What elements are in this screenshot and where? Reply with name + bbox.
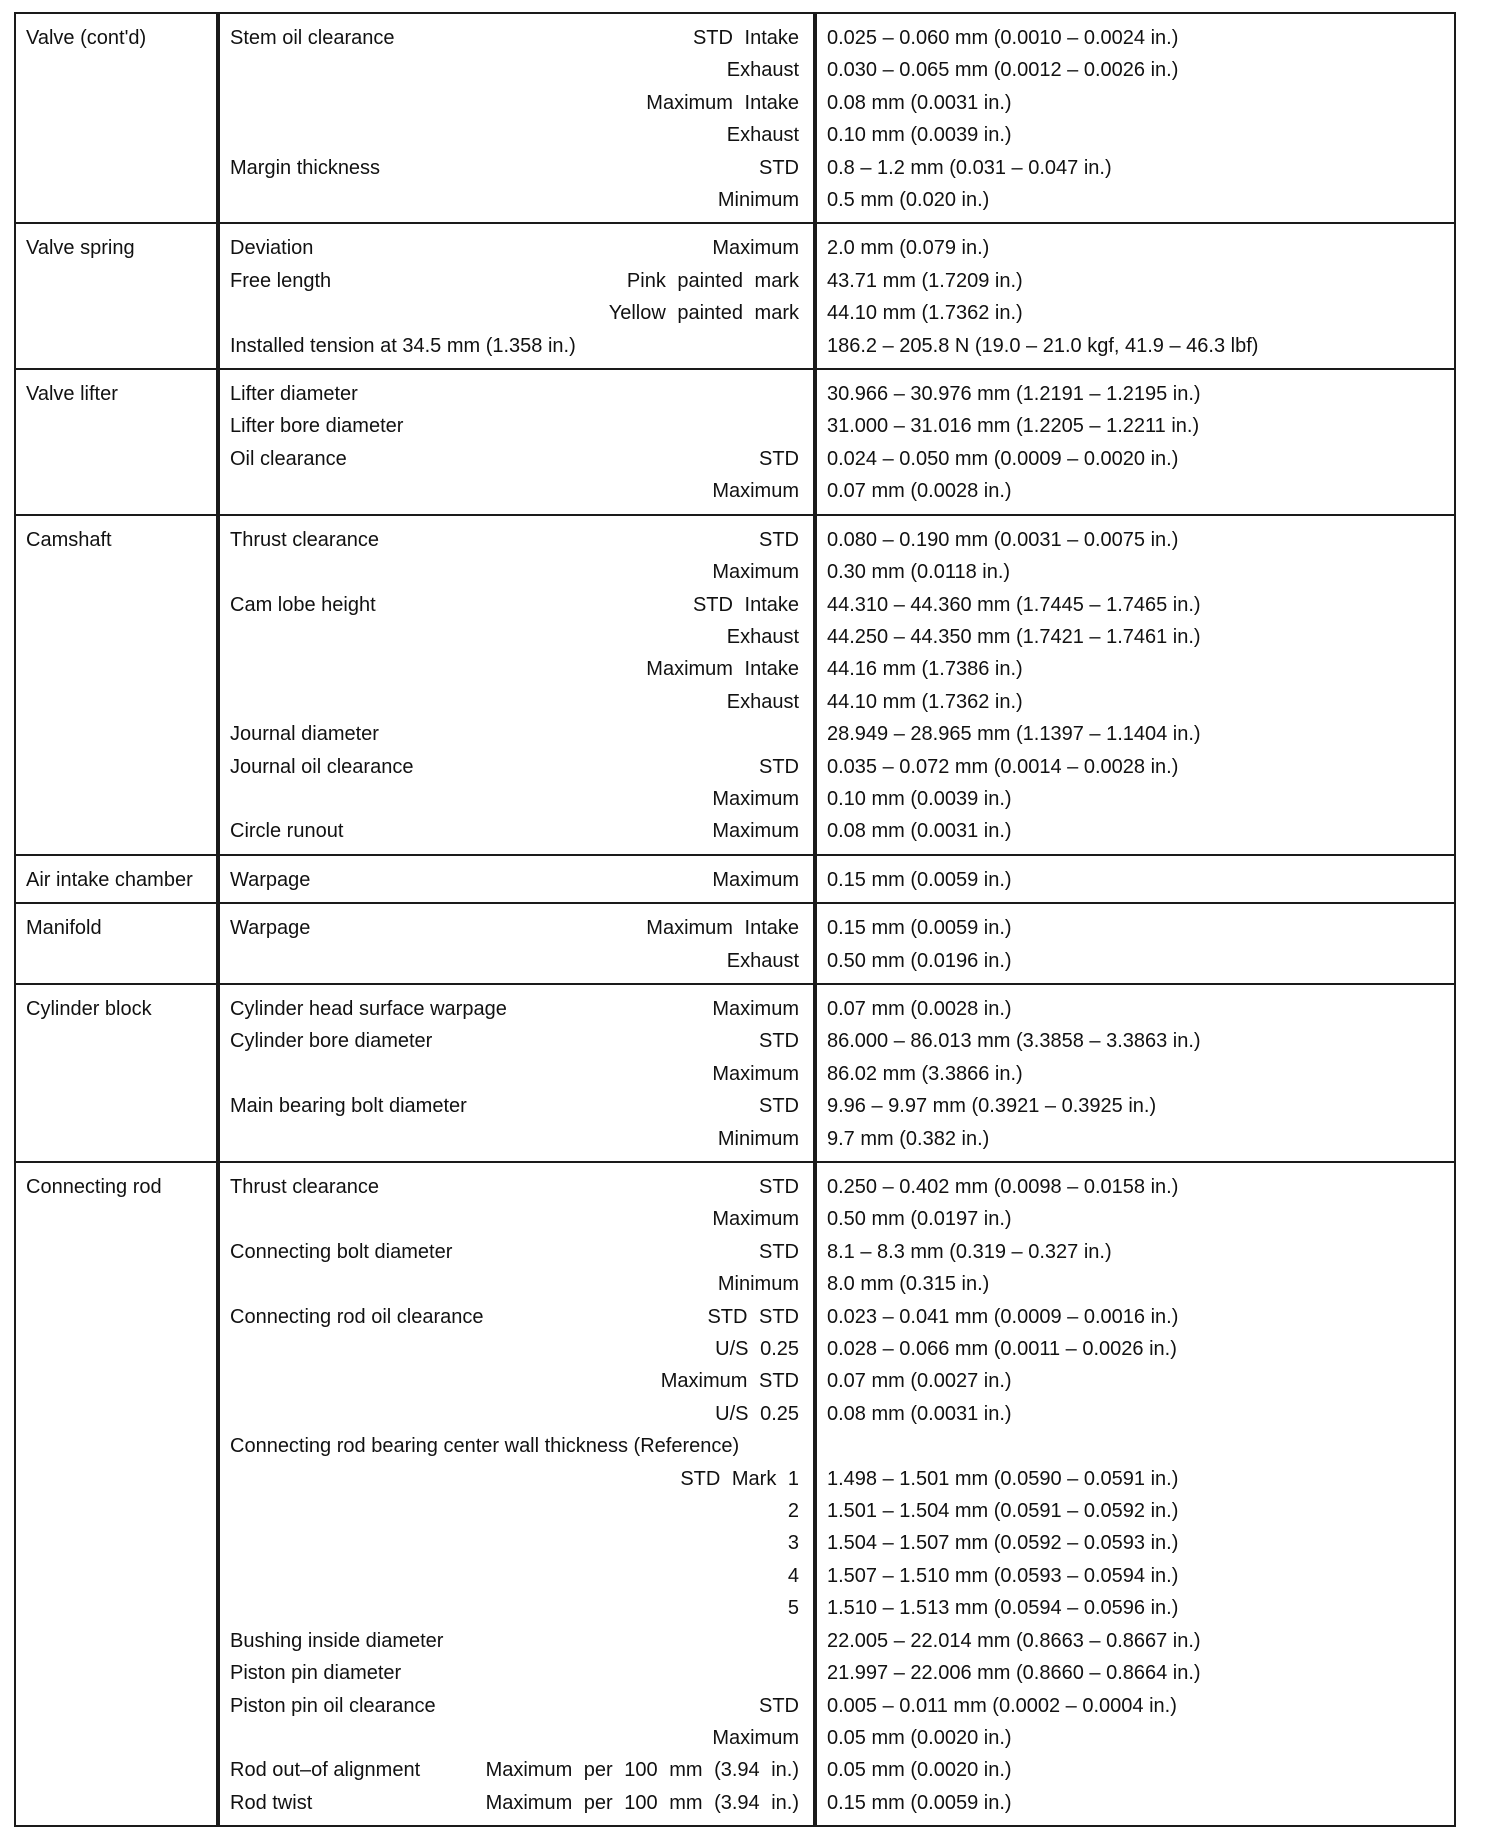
spec-condition: Maximum Intake xyxy=(646,917,799,940)
spec-item: Cylinder bore diameter xyxy=(230,1030,433,1053)
spec-item-cell xyxy=(218,1090,815,1122)
spec-group xyxy=(15,515,1455,855)
spec-row xyxy=(15,265,1455,297)
component-name: Valve spring xyxy=(15,223,217,369)
spec-condition: STD Mark 1 xyxy=(680,1467,799,1490)
spec-row xyxy=(15,751,1455,783)
spec-value: 0.080 – 0.190 mm (0.0031 – 0.0075 in.) xyxy=(816,515,1455,556)
spec-item: Cylinder head surface warpage xyxy=(230,997,507,1020)
spec-item: Connecting rod oil clearance xyxy=(230,1305,484,1328)
spec-condition: Exhaust xyxy=(726,124,799,147)
spec-row xyxy=(15,1398,1455,1430)
spec-row xyxy=(15,903,1455,944)
spec-row xyxy=(15,223,1455,264)
spec-condition: Exhaust xyxy=(726,59,799,82)
spec-item-cell xyxy=(218,87,815,119)
spec-value: 31.000 – 31.016 mm (1.2205 – 1.2211 in.) xyxy=(816,410,1455,442)
spec-value: 2.0 mm (0.079 in.) xyxy=(816,223,1455,264)
spec-value: 0.005 – 0.011 mm (0.0002 – 0.0004 in.) xyxy=(816,1690,1455,1722)
spec-condition: Maximum xyxy=(712,1208,799,1231)
spec-condition: Exhaust xyxy=(726,625,799,648)
spec-value: 86.000 – 86.013 mm (3.3858 – 3.3863 in.) xyxy=(816,1025,1455,1057)
spec-value: 9.7 mm (0.382 in.) xyxy=(816,1123,1455,1162)
spec-item-cell xyxy=(218,556,815,588)
spec-condition: 5 xyxy=(787,1597,799,1620)
component-name: Air intake chamber xyxy=(15,855,217,903)
spec-item-cell xyxy=(218,152,815,184)
spec-item: Piston pin oil clearance xyxy=(230,1694,436,1717)
spec-value: 0.15 mm (0.0059 in.) xyxy=(816,903,1455,944)
spec-condition: Maximum xyxy=(712,997,799,1020)
spec-item: Connecting bolt diameter xyxy=(230,1240,453,1263)
spec-value: 0.10 mm (0.0039 in.) xyxy=(816,783,1455,815)
spec-value: 0.50 mm (0.0197 in.) xyxy=(816,1203,1455,1235)
spec-item-cell xyxy=(218,297,815,329)
spec-condition: Exhaust xyxy=(726,690,799,713)
spec-value: 0.08 mm (0.0031 in.) xyxy=(816,87,1455,119)
spec-row xyxy=(15,1690,1455,1722)
spec-item-cell xyxy=(218,1495,815,1527)
spec-value: 0.5 mm (0.020 in.) xyxy=(816,184,1455,223)
spec-condition: Maximum xyxy=(712,561,799,584)
spec-row xyxy=(15,815,1455,854)
spec-row xyxy=(15,1592,1455,1624)
spec-value xyxy=(816,1430,1455,1462)
spec-item-cell xyxy=(218,443,815,475)
spec-item-cell xyxy=(218,1430,815,1462)
spec-row xyxy=(15,443,1455,475)
spec-condition: Maximum per 100 mm (3.94 in.) xyxy=(485,1759,799,1782)
spec-item-cell xyxy=(218,1365,815,1397)
spec-condition: Maximum xyxy=(712,1726,799,1749)
spec-value: 0.50 mm (0.0196 in.) xyxy=(816,945,1455,984)
spec-item: Installed tension at 34.5 mm (1.358 in.) xyxy=(230,334,576,357)
spec-row xyxy=(15,1333,1455,1365)
spec-value: 0.05 mm (0.0020 in.) xyxy=(816,1722,1455,1754)
component-name: Manifold xyxy=(15,903,217,984)
spec-value: 44.250 – 44.350 mm (1.7421 – 1.7461 in.) xyxy=(816,621,1455,653)
spec-item-cell xyxy=(218,856,815,902)
spec-group xyxy=(15,984,1455,1162)
spec-value: 186.2 – 205.8 N (19.0 – 21.0 kgf, 41.9 – 46.3 lbf) xyxy=(816,330,1455,369)
spec-condition: STD Intake xyxy=(692,593,799,616)
spec-item: Stem oil clearance xyxy=(230,27,395,49)
spec-condition: U/S 0.25 xyxy=(715,1402,799,1425)
spec-row xyxy=(15,1495,1455,1527)
spec-group xyxy=(15,13,1455,223)
spec-item-cell xyxy=(218,1163,815,1203)
spec-condition: Maximum xyxy=(712,1062,799,1085)
spec-condition: STD xyxy=(759,1030,799,1053)
spec-item-cell xyxy=(218,751,815,783)
spec-value: 0.05 mm (0.0020 in.) xyxy=(816,1754,1455,1786)
spec-condition: STD xyxy=(759,1176,799,1198)
spec-item: Rod twist xyxy=(230,1791,313,1814)
spec-row xyxy=(15,87,1455,119)
spec-item: Free length xyxy=(230,269,332,292)
spec-value: 0.8 – 1.2 mm (0.031 – 0.047 in.) xyxy=(816,152,1455,184)
spec-row xyxy=(15,1657,1455,1689)
spec-value: 28.949 – 28.965 mm (1.1397 – 1.1404 in.) xyxy=(816,718,1455,750)
spec-condition: Exhaust xyxy=(726,949,799,972)
spec-condition: 2 xyxy=(787,1500,799,1523)
component-name: Connecting rod xyxy=(15,1162,217,1826)
spec-condition: STD Intake xyxy=(692,27,799,49)
spec-item-cell xyxy=(218,370,815,410)
spec-row xyxy=(15,1301,1455,1333)
spec-row xyxy=(15,1625,1455,1657)
spec-value: 0.15 mm (0.0059 in.) xyxy=(816,1787,1455,1826)
spec-row xyxy=(15,1058,1455,1090)
spec-value: 0.028 – 0.066 mm (0.0011 – 0.0026 in.) xyxy=(816,1333,1455,1365)
spec-item-cell xyxy=(218,1268,815,1300)
spec-item-cell xyxy=(218,1123,815,1161)
spec-value: 86.02 mm (3.3866 in.) xyxy=(816,1058,1455,1090)
spec-row xyxy=(15,475,1455,514)
spec-item: Warpage xyxy=(230,868,311,891)
spec-condition: 3 xyxy=(787,1532,799,1555)
spec-value: 0.07 mm (0.0028 in.) xyxy=(816,984,1455,1025)
spec-value: 0.10 mm (0.0039 in.) xyxy=(816,119,1455,151)
spec-value: 0.250 – 0.402 mm (0.0098 – 0.0158 in.) xyxy=(816,1162,1455,1203)
spec-value: 1.498 – 1.501 mm (0.0590 – 0.0591 in.) xyxy=(816,1463,1455,1495)
spec-item: Journal diameter xyxy=(230,723,379,746)
spec-item: Lifter diameter xyxy=(230,383,358,406)
spec-item: Deviation xyxy=(230,237,314,260)
spec-item-cell xyxy=(218,1025,815,1057)
spec-value: 0.025 – 0.060 mm (0.0010 – 0.0024 in.) xyxy=(816,13,1455,54)
spec-item-cell xyxy=(218,224,815,264)
spec-value: 0.030 – 0.065 mm (0.0012 – 0.0026 in.) xyxy=(816,54,1455,86)
spec-item-cell xyxy=(218,1236,815,1268)
spec-item: Warpage xyxy=(230,917,311,940)
spec-row xyxy=(15,119,1455,151)
spec-value: 8.0 mm (0.315 in.) xyxy=(816,1268,1455,1300)
spec-row xyxy=(15,297,1455,329)
spec-item-cell xyxy=(218,1301,815,1333)
spec-row xyxy=(15,1430,1455,1462)
spec-row xyxy=(15,1787,1455,1826)
spec-condition: Maximum STD xyxy=(660,1370,799,1393)
spec-condition: Maximum xyxy=(712,820,799,843)
spec-value: 0.024 – 0.050 mm (0.0009 – 0.0020 in.) xyxy=(816,443,1455,475)
spec-item: Piston pin diameter xyxy=(230,1662,402,1685)
spec-condition: STD xyxy=(759,156,799,179)
spec-row xyxy=(15,556,1455,588)
spec-value: 44.10 mm (1.7362 in.) xyxy=(816,686,1455,718)
spec-value: 0.023 – 0.041 mm (0.0009 – 0.0016 in.) xyxy=(816,1301,1455,1333)
spec-row xyxy=(15,984,1455,1025)
spec-group xyxy=(15,855,1455,903)
spec-condition: Minimum xyxy=(717,189,799,212)
spec-row xyxy=(15,855,1455,903)
spec-item-cell xyxy=(218,184,815,222)
spec-condition: STD xyxy=(759,528,799,551)
spec-item-cell xyxy=(218,54,815,86)
spec-item-cell xyxy=(218,1754,815,1786)
spec-value: 1.504 – 1.507 mm (0.0592 – 0.0593 in.) xyxy=(816,1527,1455,1559)
component-name: Valve lifter xyxy=(15,369,217,515)
spec-row xyxy=(15,1090,1455,1122)
spec-row xyxy=(15,1268,1455,1300)
spec-row xyxy=(15,686,1455,718)
spec-item-cell xyxy=(218,14,815,54)
spec-row xyxy=(15,1722,1455,1754)
spec-item: Journal oil clearance xyxy=(230,755,414,778)
spec-value: 0.08 mm (0.0031 in.) xyxy=(816,1398,1455,1430)
spec-item-cell xyxy=(218,653,815,685)
spec-item: Main bearing bolt diameter xyxy=(230,1095,467,1118)
spec-item-cell xyxy=(218,516,815,556)
spec-condition: 4 xyxy=(787,1564,799,1587)
spec-item-cell xyxy=(218,1690,815,1722)
spec-condition: STD STD xyxy=(707,1305,799,1328)
spec-condition: STD xyxy=(759,1694,799,1717)
spec-value: 0.035 – 0.072 mm (0.0014 – 0.0028 in.) xyxy=(816,751,1455,783)
spec-item: Circle runout xyxy=(230,820,344,843)
spec-row xyxy=(15,410,1455,442)
spec-value: 43.71 mm (1.7209 in.) xyxy=(816,265,1455,297)
spec-row xyxy=(15,1463,1455,1495)
spec-row xyxy=(15,1123,1455,1162)
spec-item-cell xyxy=(218,1657,815,1689)
spec-row xyxy=(15,718,1455,750)
spec-item: Lifter bore diameter xyxy=(230,415,404,438)
spec-value: 0.07 mm (0.0027 in.) xyxy=(816,1365,1455,1397)
spec-row xyxy=(15,1025,1455,1057)
component-name: Camshaft xyxy=(15,515,217,855)
spec-condition: Minimum xyxy=(717,1127,799,1150)
spec-row xyxy=(15,152,1455,184)
spec-group xyxy=(15,903,1455,984)
spec-row xyxy=(15,54,1455,86)
spec-value: 1.501 – 1.504 mm (0.0591 – 0.0592 in.) xyxy=(816,1495,1455,1527)
spec-row xyxy=(15,621,1455,653)
spec-item: Thrust clearance xyxy=(230,528,379,551)
spec-item: Connecting rod bearing center wall thickness (Reference) xyxy=(230,1435,740,1458)
spec-item-cell xyxy=(218,475,815,513)
spec-row xyxy=(15,589,1455,621)
specification-table xyxy=(14,12,1456,1827)
spec-row xyxy=(15,369,1455,410)
spec-item-cell xyxy=(218,985,815,1025)
spec-condition: Maximum xyxy=(712,787,799,810)
spec-value: 8.1 – 8.3 mm (0.319 – 0.327 in.) xyxy=(816,1236,1455,1268)
spec-item: Oil clearance xyxy=(230,447,347,470)
spec-value: 21.997 – 22.006 mm (0.8660 – 0.8664 in.) xyxy=(816,1657,1455,1689)
spec-item: Thrust clearance xyxy=(230,1176,379,1198)
spec-item-cell xyxy=(218,1333,815,1365)
spec-item: Rod out–of alignment xyxy=(230,1759,421,1782)
spec-condition: STD xyxy=(759,447,799,470)
spec-item-cell xyxy=(218,1787,815,1825)
component-name: Cylinder block xyxy=(15,984,217,1162)
spec-item: Cam lobe height xyxy=(230,593,376,616)
spec-item-cell xyxy=(218,1625,815,1657)
spec-row xyxy=(15,1236,1455,1268)
spec-item-cell xyxy=(218,945,815,983)
spec-item-cell xyxy=(218,589,815,621)
spec-item-cell xyxy=(218,1560,815,1592)
spec-item: Margin thickness xyxy=(230,156,381,179)
spec-condition: U/S 0.25 xyxy=(715,1338,799,1361)
spec-item-cell xyxy=(218,1398,815,1430)
spec-condition: Maximum xyxy=(712,480,799,503)
spec-row xyxy=(15,1365,1455,1397)
spec-condition: Maximum Intake xyxy=(646,91,799,114)
spec-row xyxy=(15,1203,1455,1235)
spec-item-cell xyxy=(218,904,815,944)
spec-value: 9.96 – 9.97 mm (0.3921 – 0.3925 in.) xyxy=(816,1090,1455,1122)
spec-condition: Maximum xyxy=(712,237,799,260)
spec-condition: STD xyxy=(759,755,799,778)
spec-item-cell xyxy=(218,686,815,718)
spec-item-cell xyxy=(218,718,815,750)
spec-condition: Pink painted mark xyxy=(626,269,799,292)
spec-row xyxy=(15,184,1455,223)
spec-condition: Maximum xyxy=(712,868,799,891)
spec-item-cell xyxy=(218,265,815,297)
spec-value: 44.310 – 44.360 mm (1.7445 – 1.7465 in.) xyxy=(816,589,1455,621)
spec-item-cell xyxy=(218,1592,815,1624)
spec-value: 0.15 mm (0.0059 in.) xyxy=(816,855,1455,903)
spec-condition: Maximum Intake xyxy=(646,658,799,681)
spec-row xyxy=(15,515,1455,556)
spec-item-cell xyxy=(218,621,815,653)
spec-row xyxy=(15,330,1455,369)
spec-row xyxy=(15,945,1455,984)
spec-row xyxy=(15,13,1455,54)
spec-value: 0.08 mm (0.0031 in.) xyxy=(816,815,1455,854)
spec-value: 44.16 mm (1.7386 in.) xyxy=(816,653,1455,685)
spec-value: 22.005 – 22.014 mm (0.8663 – 0.8667 in.) xyxy=(816,1625,1455,1657)
spec-item-cell xyxy=(218,1463,815,1495)
spec-item-cell xyxy=(218,783,815,815)
spec-condition: STD xyxy=(759,1095,799,1118)
spec-item-cell xyxy=(218,1203,815,1235)
spec-item-cell xyxy=(218,1722,815,1754)
spec-item-cell xyxy=(218,119,815,151)
spec-row xyxy=(15,1162,1455,1203)
spec-condition: STD xyxy=(759,1240,799,1263)
component-name: Valve (cont'd) xyxy=(15,13,217,223)
spec-item-cell xyxy=(218,1527,815,1559)
spec-condition: Maximum per 100 mm (3.94 in.) xyxy=(485,1791,799,1814)
spec-row xyxy=(15,1754,1455,1786)
spec-value: 0.30 mm (0.0118 in.) xyxy=(816,556,1455,588)
spec-row xyxy=(15,1560,1455,1592)
spec-group xyxy=(15,223,1455,369)
spec-item-cell xyxy=(218,330,815,368)
spec-value: 0.07 mm (0.0028 in.) xyxy=(816,475,1455,514)
spec-group xyxy=(15,369,1455,515)
spec-item-cell xyxy=(218,1058,815,1090)
spec-condition: Minimum xyxy=(717,1273,799,1296)
spec-value: 44.10 mm (1.7362 in.) xyxy=(816,297,1455,329)
spec-item-cell xyxy=(218,410,815,442)
spec-item: Bushing inside diameter xyxy=(230,1629,444,1652)
spec-value: 1.507 – 1.510 mm (0.0593 – 0.0594 in.) xyxy=(816,1560,1455,1592)
spec-item-cell xyxy=(218,815,815,853)
spec-row xyxy=(15,653,1455,685)
spec-row xyxy=(15,783,1455,815)
spec-condition: Yellow painted mark xyxy=(608,302,799,325)
spec-value: 30.966 – 30.976 mm (1.2191 – 1.2195 in.) xyxy=(816,369,1455,410)
spec-row xyxy=(15,1527,1455,1559)
spec-group xyxy=(15,1162,1455,1826)
spec-value: 1.510 – 1.513 mm (0.0594 – 0.0596 in.) xyxy=(816,1592,1455,1624)
